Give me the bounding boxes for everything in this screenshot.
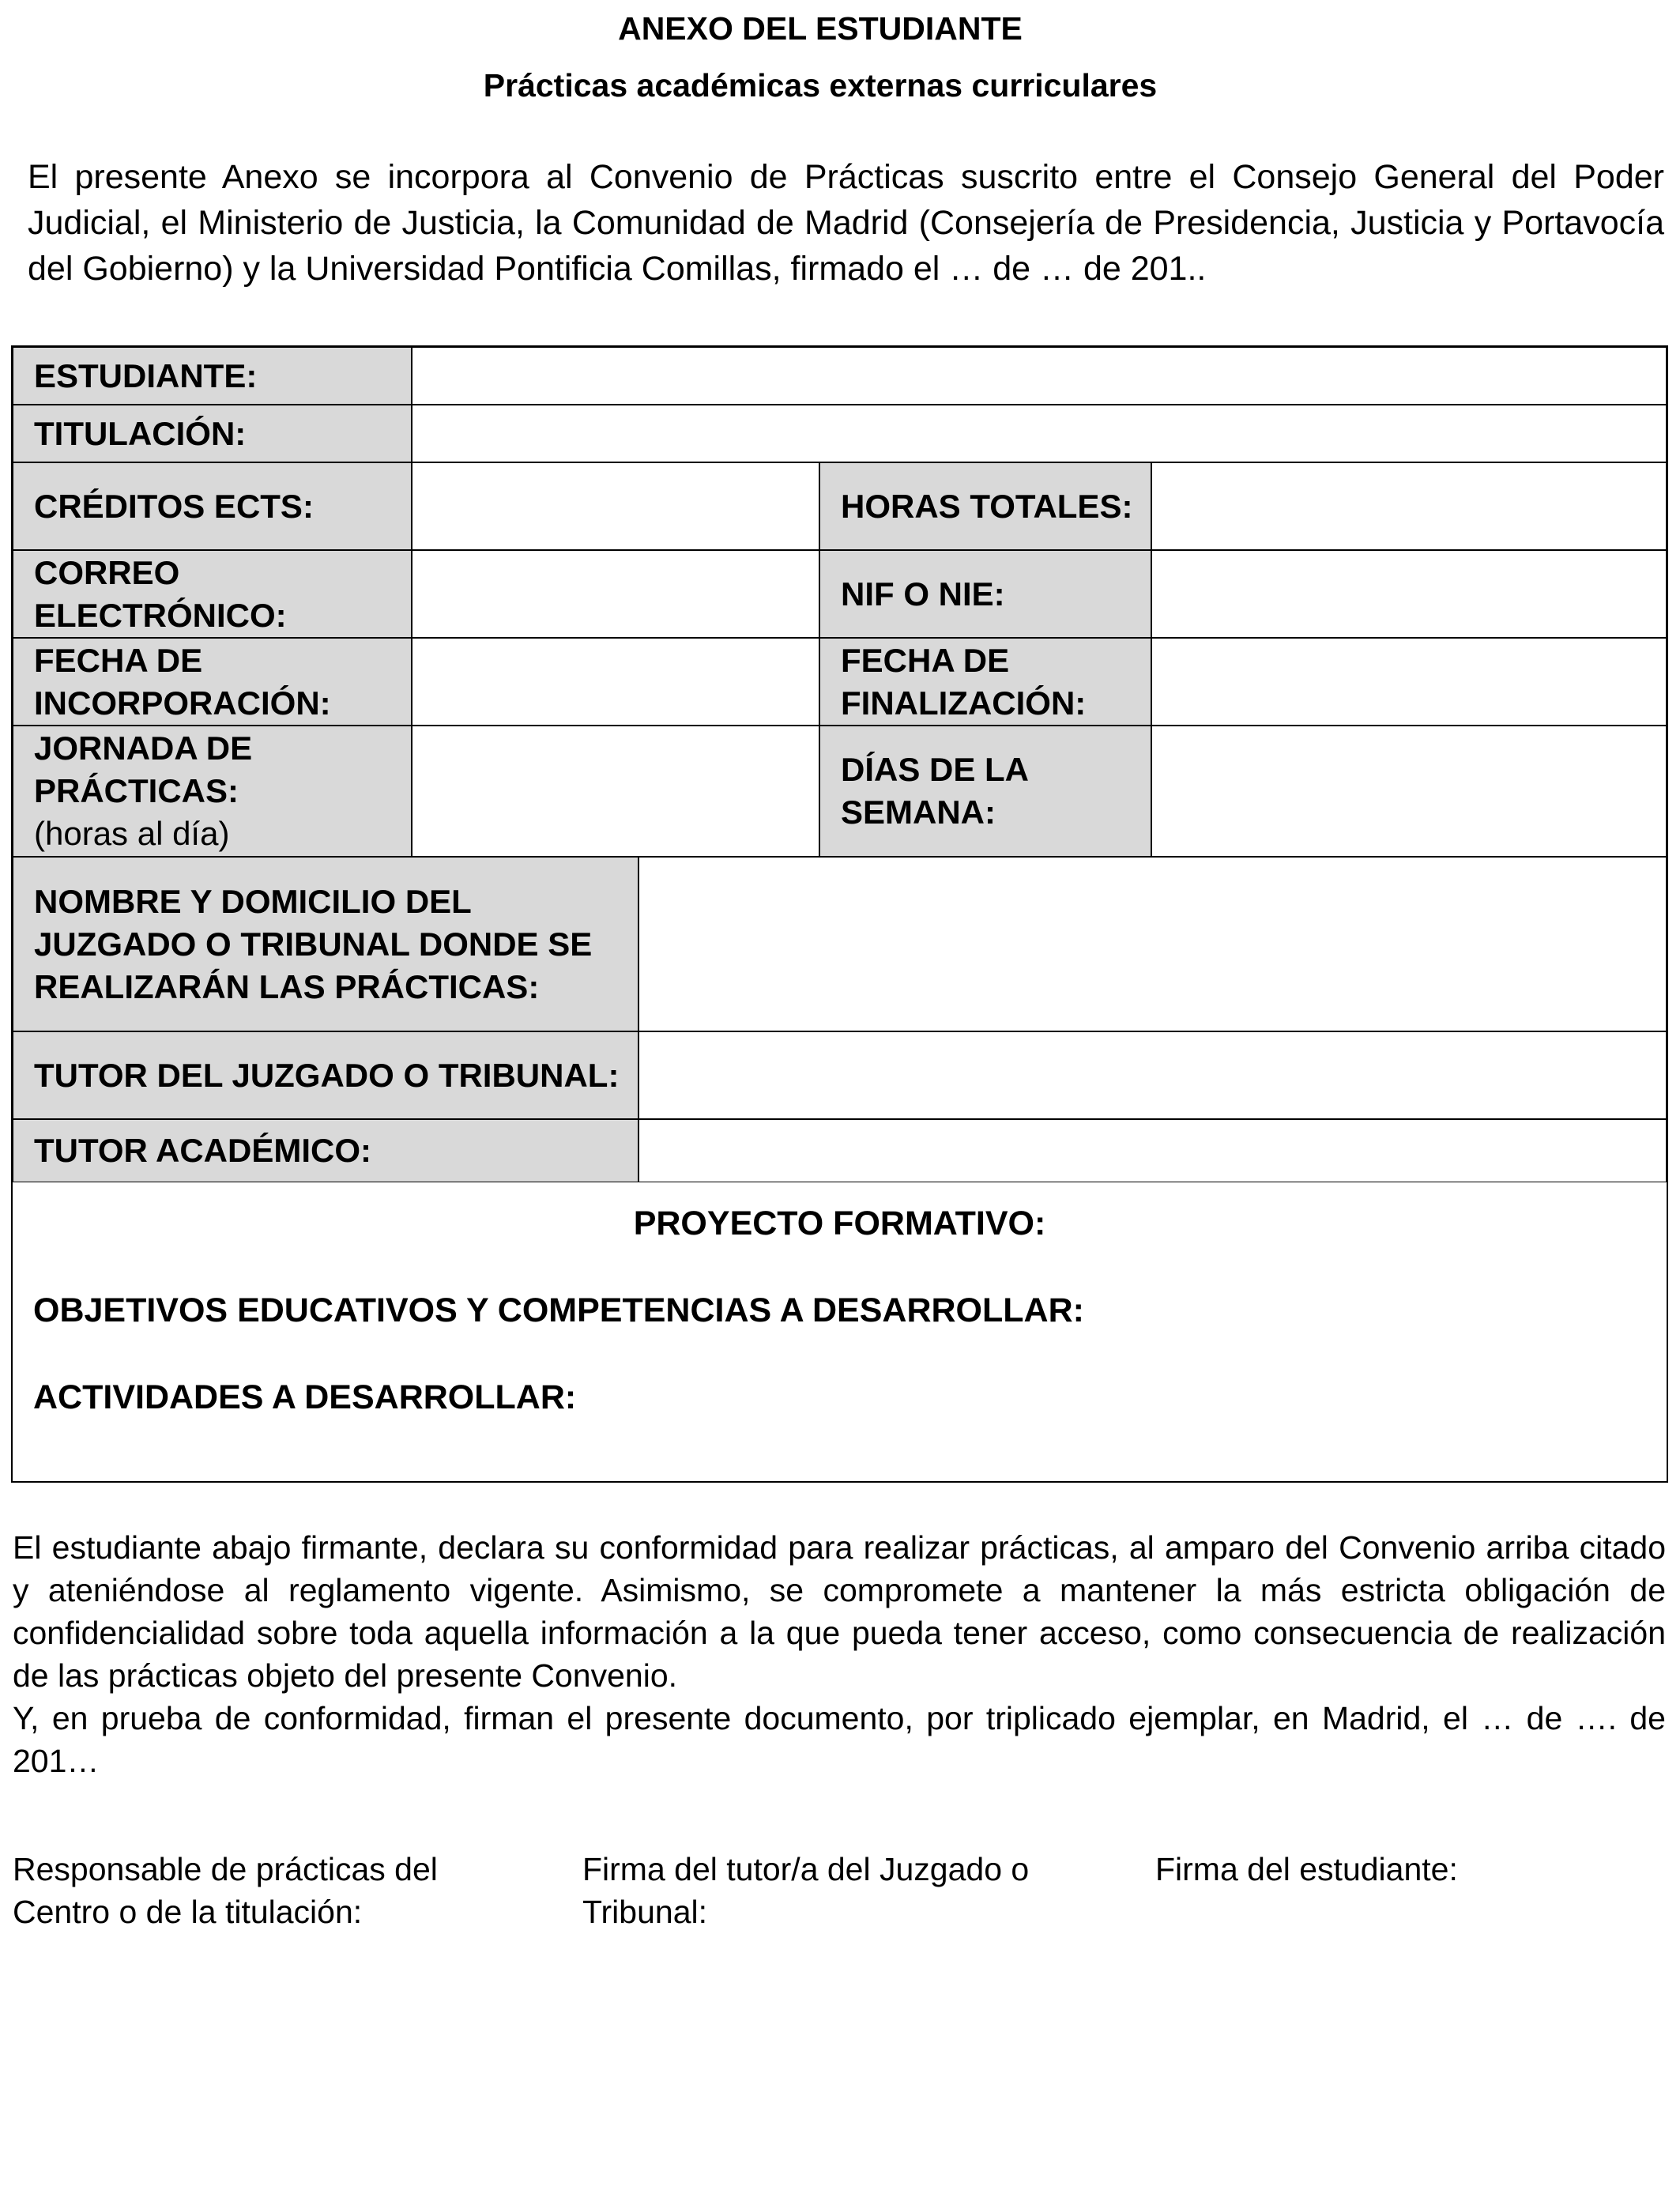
label-tutor-juzgado	[13, 1031, 638, 1119]
label-tutor-academico-text: TUTOR ACADÉMICO:	[34, 1132, 371, 1169]
field-estudiante[interactable]	[412, 347, 1667, 405]
signature-estudiante: Firma del estudiante:	[1155, 1851, 1458, 1887]
field-dias-semana[interactable]	[1151, 726, 1667, 857]
objetivos-label: OBJETIVOS EDUCATIVOS Y COMPETENCIAS A DESARROLLAR:	[33, 1291, 1084, 1329]
document-title: ANEXO DEL ESTUDIANTE	[618, 10, 1023, 47]
document-subtitle: Prácticas académicas externas curriculares	[483, 67, 1158, 104]
label-fecha-incorporacion-text: FECHA DE INCORPORACIÓN:	[34, 641, 331, 722]
label-fecha-finalizacion	[819, 638, 1151, 726]
label-dias-semana	[819, 726, 1151, 857]
label-estudiante	[13, 347, 412, 405]
label-estudiante-text: ESTUDIANTE:	[34, 356, 258, 394]
label-horas-totales-text: HORAS TOTALES:	[841, 487, 1133, 525]
field-jornada[interactable]	[412, 726, 819, 857]
declaration	[13, 1526, 1666, 1782]
label-correo-text: CORREO ELECTRÓNICO:	[34, 553, 287, 634]
field-juzgado[interactable]	[638, 857, 1667, 1031]
label-juzgado-text: NOMBRE Y DOMICILIO DEL JUZGADO O TRIBUNAL DONDE SE REALIZARÁN LAS PRÁCTICAS:	[34, 882, 593, 1005]
label-titulacion-text: TITULACIÓN:	[34, 414, 247, 452]
student-form-table	[11, 345, 1668, 1483]
label-nif-text: NIF O NIE:	[841, 575, 1005, 613]
label-jornada	[13, 726, 412, 857]
label-jornada-sub: (horas al día)	[34, 815, 230, 852]
label-horas-totales	[819, 462, 1151, 550]
field-creditos[interactable]	[412, 462, 819, 550]
field-horas-totales[interactable]	[1151, 462, 1667, 550]
label-juzgado	[13, 857, 638, 1031]
intro-paragraph: El presente Anexo se incorpora al Convenio de Prácticas suscrito entre el Consejo General del Poder Judicial, el Ministerio de Justicia, la Comunidad de Madrid (Consejería de Presidencia, Justicia y Portavocía del Gobierno) y la Universidad Pontificia Comillas, firmado el … de … de 201..	[28, 158, 1664, 288]
label-fecha-finalizacion-text: FECHA DE FINALIZACIÓN:	[841, 641, 1087, 722]
signature-responsable: Responsable de prácticas del Centro o de la titulación:	[13, 1851, 438, 1930]
field-correo[interactable]	[412, 550, 819, 638]
label-tutor-juzgado-text: TUTOR DEL JUZGADO O TRIBUNAL:	[34, 1056, 620, 1094]
field-fecha-incorporacion[interactable]	[412, 638, 819, 726]
label-correo	[13, 550, 412, 638]
label-fecha-incorporacion	[13, 638, 412, 726]
label-titulacion	[13, 405, 412, 462]
field-fecha-finalizacion[interactable]	[1151, 638, 1667, 726]
field-tutor-academico[interactable]	[638, 1119, 1667, 1182]
label-tutor-academico	[13, 1119, 638, 1182]
proyecto-formativo-title: PROYECTO FORMATIVO:	[633, 1204, 1046, 1242]
label-jornada-text: JORNADA DE PRÁCTICAS:	[34, 729, 253, 809]
label-creditos-text: CRÉDITOS ECTS:	[34, 487, 314, 525]
signature-tutor: Firma del tutor/a del Juzgado o Tribunal:	[582, 1851, 1030, 1930]
label-nif	[819, 550, 1151, 638]
field-titulacion[interactable]	[412, 405, 1667, 462]
declaration-paragraph-1: El estudiante abajo firmante, declara su conformidad para realizar prácticas, al amparo del Convenio arriba citado y ateniéndose al reglamento vigente. Asimismo, se compromete a mantener la más estricta obligación de confidencialidad sobre toda aquella información a la que pueda tener acceso, como consecuencia de realización de las prácticas objeto del presente Convenio.	[13, 1529, 1666, 1694]
actividades-label: ACTIVIDADES A DESARROLLAR:	[33, 1378, 577, 1416]
proyecto-formativo-section[interactable]	[13, 1182, 1667, 1481]
label-dias-semana-text: DÍAS DE LA SEMANA:	[841, 751, 1028, 831]
label-creditos	[13, 462, 412, 550]
field-tutor-juzgado[interactable]	[638, 1031, 1667, 1119]
field-nif[interactable]	[1151, 550, 1667, 638]
declaration-paragraph-2: Y, en prueba de conformidad, firman el presente documento, por triplicado ejemplar, en Madrid, el … de …. de 201…	[13, 1700, 1666, 1779]
